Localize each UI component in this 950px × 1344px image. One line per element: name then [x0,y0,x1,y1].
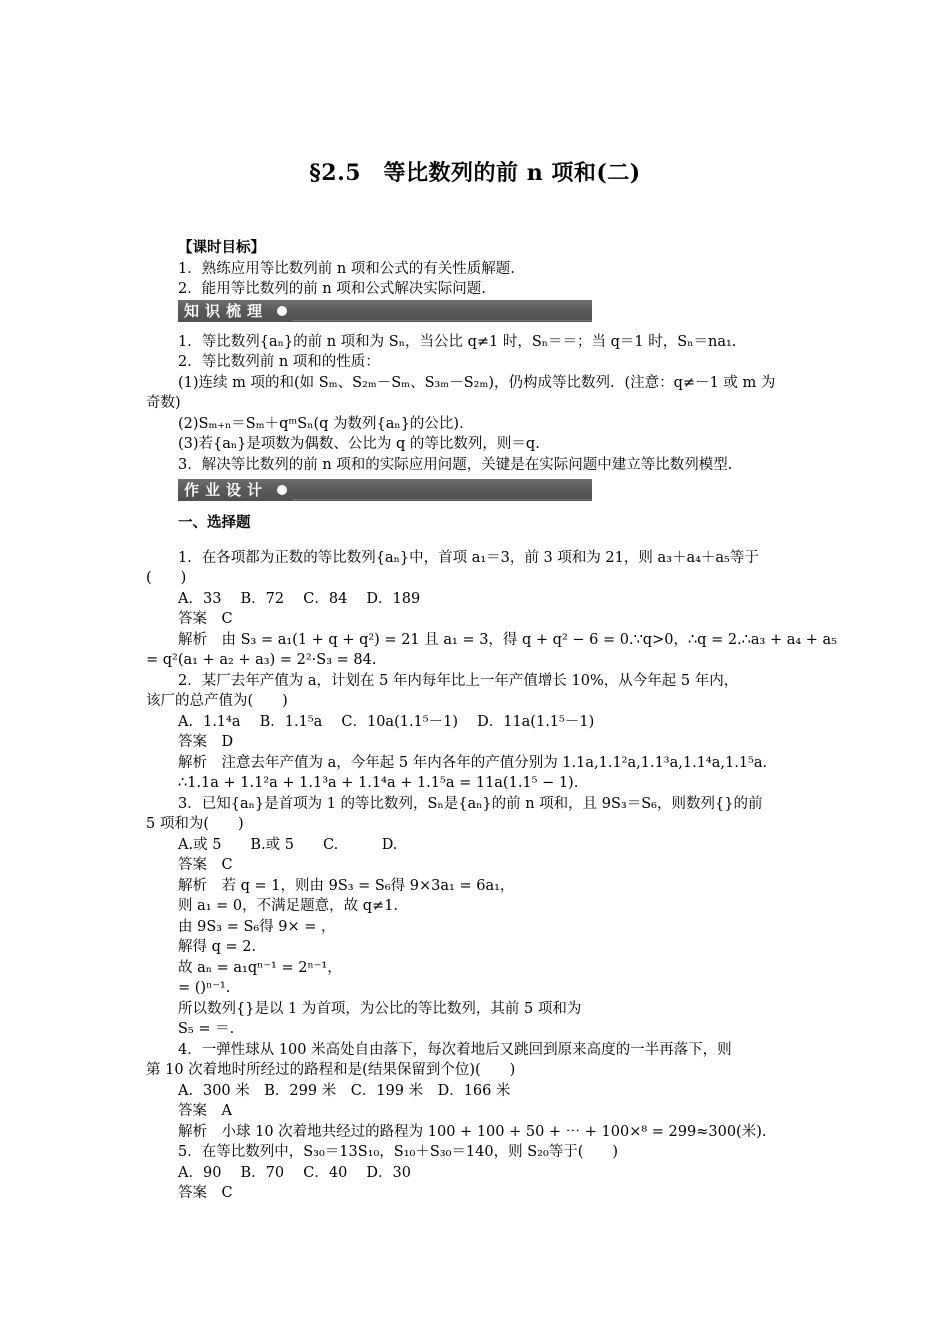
knowledge-bar-label: 知识梳理 [184,301,269,320]
question-line: 第 10 次着地时所经过的路程和是(结果保留到个位)( ) [146,1062,516,1078]
knowledge-line: (2)Sₘ₊ₙ＝Sₘ＋qᵐSₙ(q 为数列{aₙ}的公比)． [178,415,474,432]
analysis-line: 解析 由 S₃ = a₁(1 + q + q²) = 21 且 a₁ = 3，得 q + q² − 6 = 0.∵q>0，∴q = 2.∴a₃ + a₄ + a₅ [178,631,837,648]
analysis-line: 所以数列{}是以 1 为首项，为公比的等比数列，其前 5 项和为 [178,1000,582,1017]
analysis-line: 解析 小球 10 次着地共经过的路程为 100 + 100 + 50 + ⋯ + 100×⁸ = 299≈300(米). [178,1123,767,1140]
analysis-line: 解析 注意去年产值为 a，今年起 5 年内各年的产值分别为 1.1a,1.1²a,1.1³a,1.1⁴a,1.1⁵a. [178,754,768,771]
divider [293,499,592,500]
knowledge-line: (3)若{aₙ}是项数为偶数、公比为 q 的等比数列，则＝q. [178,436,540,452]
objective-item: 2．能用等比数列的前 n 项和公式解决实际问题. [178,281,486,297]
question-line: 1．在各项都为正数的等比数列{aₙ}中，首项 a₁＝3，前 3 项和为 21，则 a₃＋a₄＋a₅等于 [178,549,759,566]
question-line: 该厂的总产值为( ) [146,693,288,709]
options-line: A．300 米 B．299 米 C．199 米 D．166 米 [178,1082,511,1099]
knowledge-line: 2．等比数列前 n 项和的性质： [178,354,380,370]
analysis-line: 解得 q = 2. [178,939,257,955]
analysis-line: S₅ = ＝. [178,1021,235,1037]
question-line: 4．一弹性球从 100 米高处自由落下，每次着地后又跳回到原来高度的一半再落下，则 [178,1041,732,1058]
analysis-line: = ()ⁿ⁻¹. [178,980,231,996]
answer-line: 答案 C [178,857,233,873]
section-title: 一、选择题 [178,515,251,531]
objective-item: 1．熟练应用等比数列前 n 项和公式的有关性质解题. [178,260,515,277]
analysis-line: 解析 若 q = 1，则由 9S₃ = S₆得 9×3a₁ = 6a₁， [178,877,515,894]
analysis-line: 由 9S₃ = S₆得 9× = ， [178,918,336,935]
homework-bar-label: 作业设计 [184,481,269,499]
question-line: 2．某厂去年产值为 a，计划在 5 年内每年比上一年产值增长 10%，从今年起 5 年内， [178,672,739,689]
question-line: 5．在等比数列中，S₃₀＝13S₁₀，S₁₀＋S₃₀＝140，则 S₂₀等于( ) [178,1144,619,1160]
options-line: A.或 5 B.或 5 C. D. [178,836,398,853]
question-line: 3．已知{aₙ}是首项为 1 的等比数列，Sₙ是{aₙ}的前 n 项和，且 9S₃＝S₆，则数列{}的前 [178,795,763,812]
bullet-dot-icon [277,306,287,316]
homework-bar [178,479,592,501]
knowledge-line: (1)连续 m 项的和(如 Sₘ、S₂ₘ－Sₘ、S₃ₘ－S₂ₘ)，仍构成等比数列．(注意：q≠－1 或 m 为 [178,374,776,391]
knowledge-line: 3．解决等比数列的前 n 项和的实际应用问题，关键是在实际问题中建立等比数列模型. [178,456,733,473]
objectives-heading: 【课时目标】 [178,240,265,256]
knowledge-line: 1．等比数列{aₙ}的前 n 项和为 Sₙ，当公比 q≠1 时，Sₙ＝＝；当 q＝1 时，Sₙ＝na₁. [178,333,737,350]
answer-line: 答案 C [178,1185,233,1201]
analysis-line: = q²(a₁ + a₂ + a₃) = 2²·S₃ = 84. [146,652,377,668]
bullet-dot-icon [277,485,287,495]
options-line: A．90 B．70 C．40 D．30 [178,1164,411,1181]
knowledge-bar [178,300,592,322]
page-title: §2.5 等比数列的前 n 项和(二) [309,160,641,186]
analysis-line: ∴1.1a + 1.1²a + 1.1³a + 1.1⁴a + 1.1⁵a = 11a(1.1⁵ − 1). [178,775,579,791]
answer-line: 答案 C [178,611,233,627]
question-line: ( ) [146,570,187,586]
question-line: 5 项和为( ) [146,816,244,832]
analysis-line: 则 a₁ = 0，不满足题意，故 q≠1. [178,898,399,914]
divider [293,320,592,321]
document-body [146,238,837,1204]
options-line: A．1.1⁴a B．1.1⁵a C．10a(1.1⁵－1) D．11a(1.1⁵－1) [178,713,595,730]
knowledge-line: 奇数) [146,395,181,411]
answer-line: 答案 A [178,1103,232,1119]
analysis-line: 故 aₙ = a₁qⁿ⁻¹ = 2ⁿ⁻¹， [178,959,342,976]
options-line: A．33 B．72 C．84 D．189 [178,590,421,607]
answer-line: 答案 D [178,734,234,750]
